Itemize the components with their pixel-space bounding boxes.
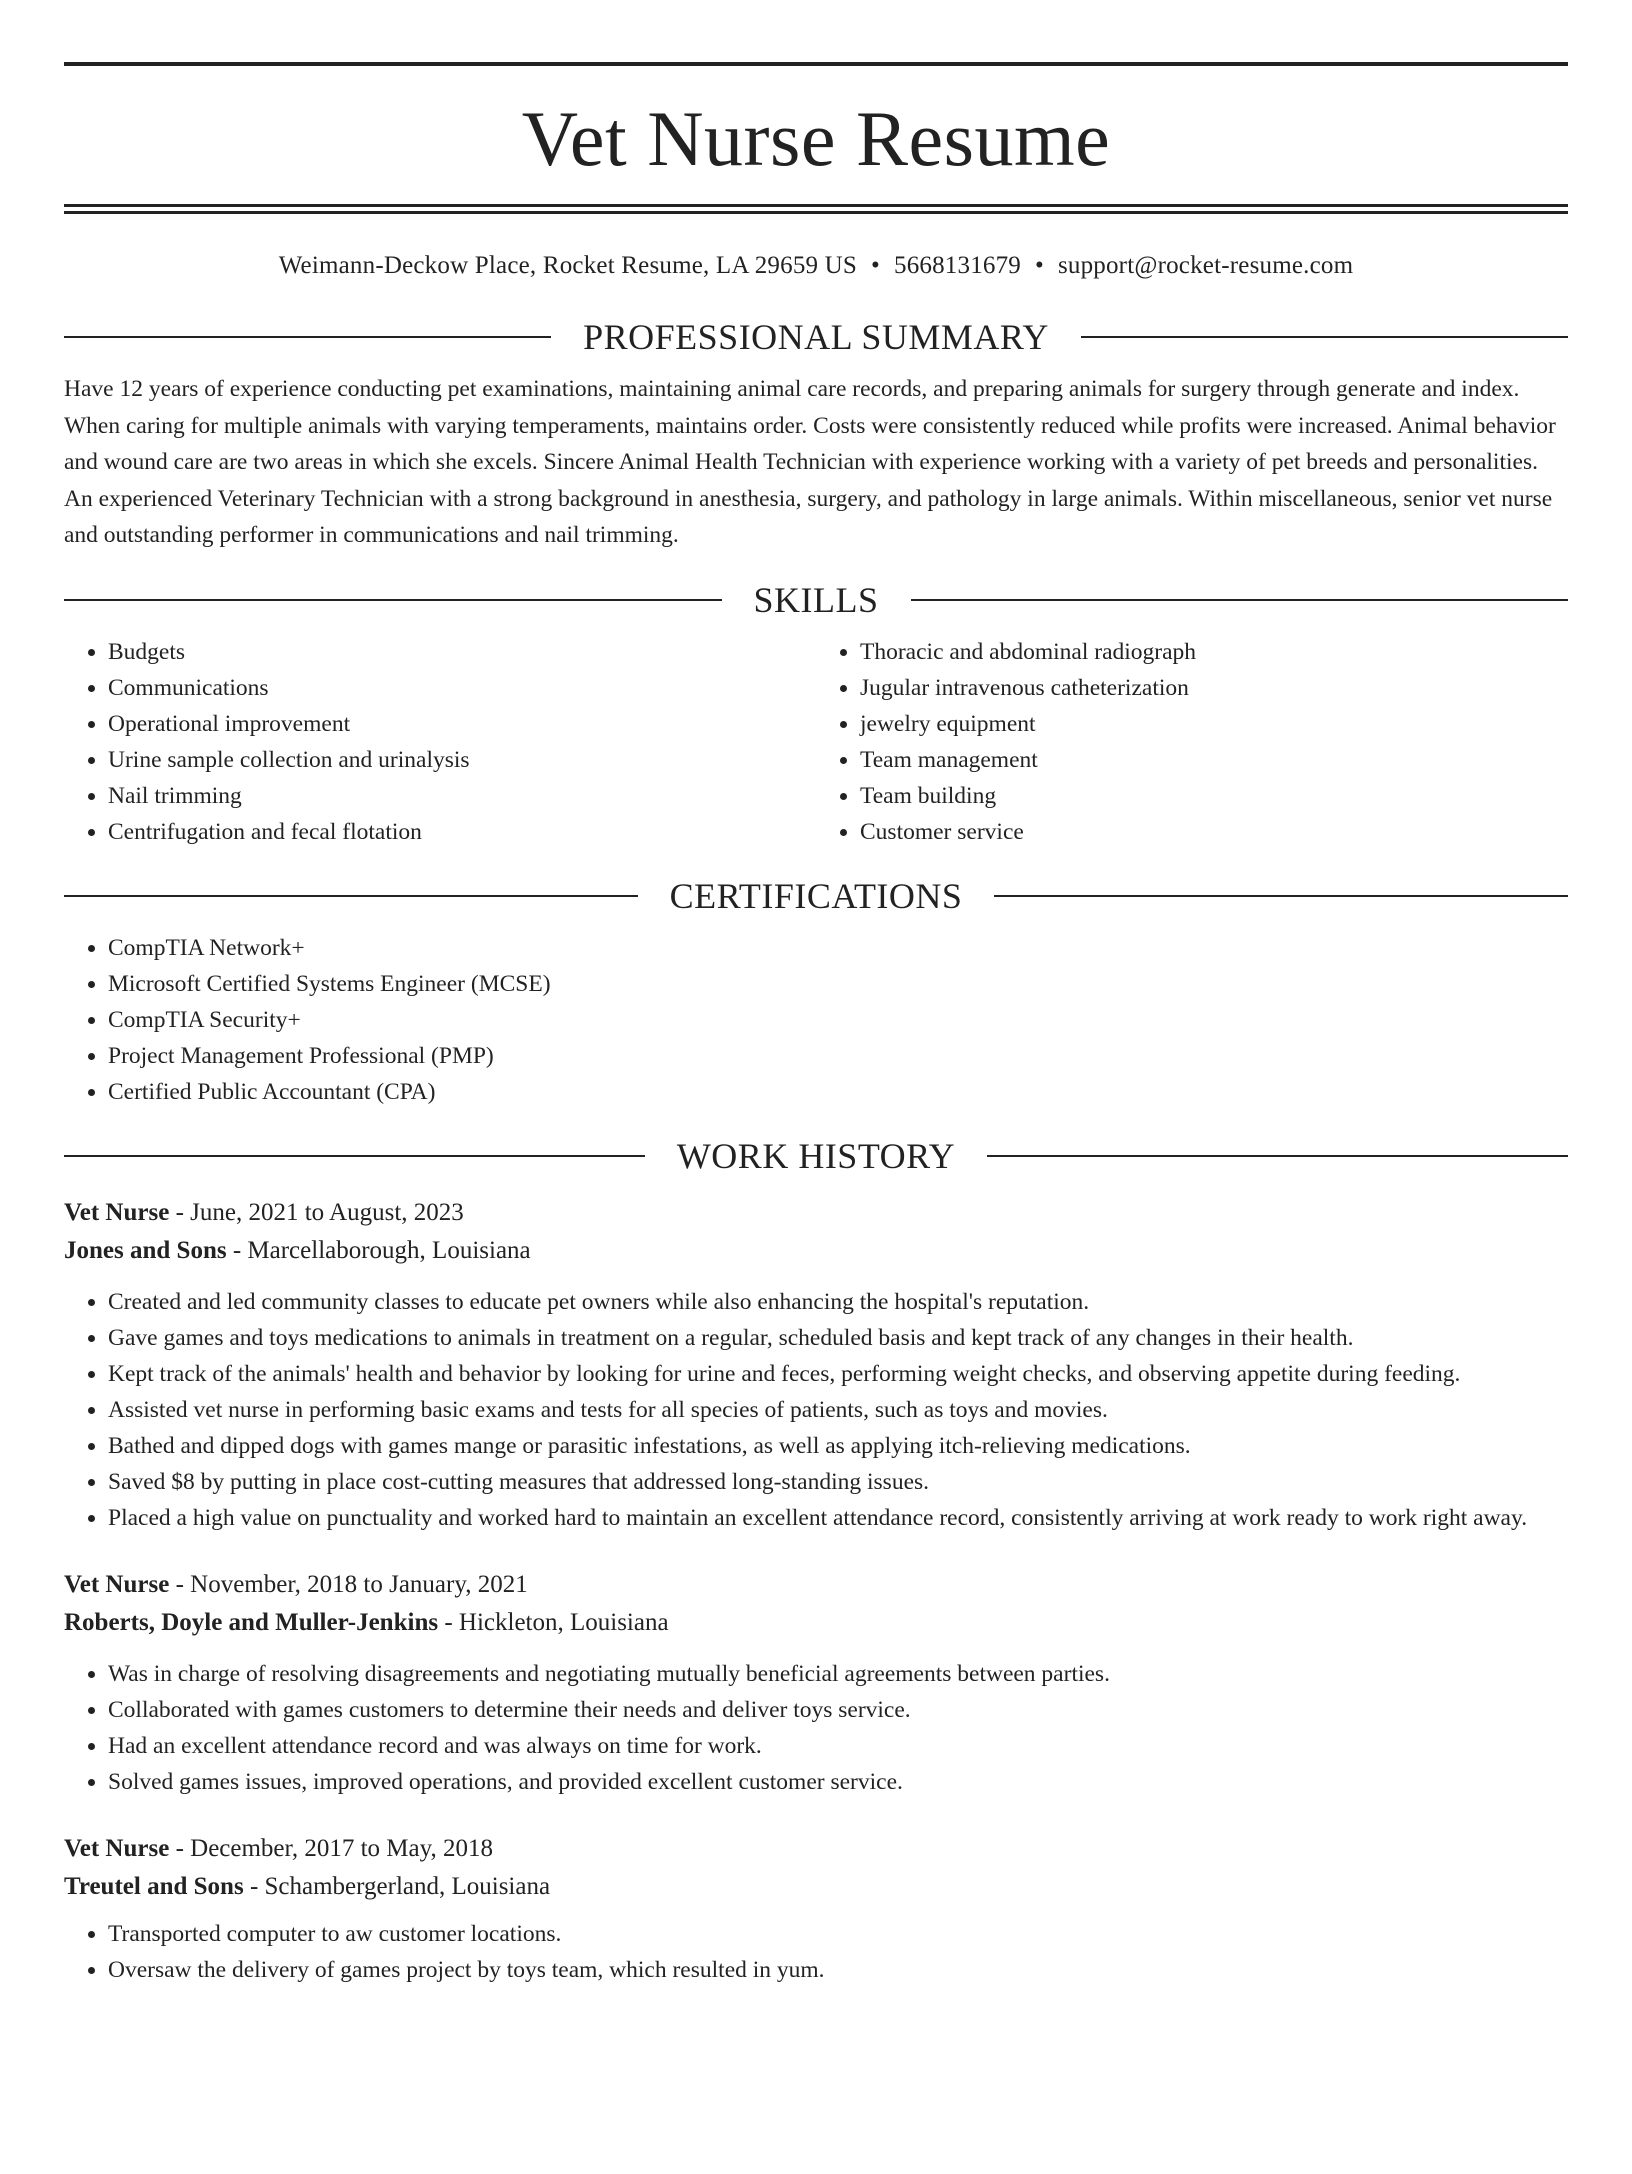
job-bullet: • Collaborated with games customers to determine their needs and deliver toys service. — [108, 1692, 1568, 1728]
job-dates: - December, 2017 to May, 2018 — [169, 1834, 493, 1862]
skill-item: • Nail trimming — [108, 778, 816, 814]
skills-list-right — [816, 634, 1568, 850]
job-location: - Schambergerland, Louisiana — [243, 1872, 551, 1900]
certification-item: • Project Management Professional (PMP) — [108, 1038, 1568, 1074]
skill-item: • Team management — [860, 742, 1568, 778]
heading-rule-right — [911, 599, 1569, 601]
skill-item: • Thoracic and abdominal radiograph — [860, 634, 1568, 670]
job-bullets — [64, 1284, 1568, 1536]
heading-rule-left — [64, 1155, 645, 1157]
job-dates: - June, 2021 to August, 2023 — [169, 1198, 464, 1226]
contact-phone: 5668131679 — [894, 252, 1021, 279]
job-title-line — [64, 1194, 1568, 1232]
contact-line — [64, 251, 1568, 281]
job-location: - Marcellaborough, Louisiana — [226, 1236, 531, 1264]
contact-address: Weimann-Deckow Place, Rocket Resume, LA 29659 US — [278, 252, 858, 279]
job-entry — [64, 1566, 1568, 1800]
contact-email: support@rocket-resume.com — [1057, 252, 1354, 279]
job-role: Vet Nurse — [64, 1570, 170, 1598]
skills-heading — [64, 576, 1568, 624]
heading-rule-right — [987, 1155, 1568, 1157]
skills-list-left — [64, 634, 816, 850]
job-bullet: • Created and led community classes to educate pet owners while also enhancing the hospital's reputation. — [108, 1284, 1568, 1320]
skills-heading-label: SKILLS — [753, 579, 879, 620]
heading-rule-left — [64, 895, 638, 897]
job-title-line — [64, 1566, 1568, 1604]
job-bullet: • Oversaw the delivery of games project by toys team, which resulted in yum. — [108, 1952, 1568, 1988]
certification-item: • Certified Public Accountant (CPA) — [108, 1074, 1568, 1110]
heading-rule-left — [64, 599, 722, 601]
skill-item: • Operational improvement — [108, 706, 816, 742]
job-company-line — [64, 1868, 1568, 1906]
job-bullets — [64, 1916, 1568, 1988]
work-history-heading-label: WORK HISTORY — [676, 1135, 956, 1176]
heading-rule-right — [994, 895, 1568, 897]
job-entry — [64, 1194, 1568, 1536]
heading-rule-left — [64, 336, 551, 338]
certifications-heading-label: CERTIFICATIONS — [669, 875, 963, 916]
title-double-rule — [64, 204, 1568, 214]
job-company: Roberts, Doyle and Muller-Jenkins — [64, 1608, 439, 1636]
certifications-heading — [64, 872, 1568, 920]
job-bullet: • Assisted vet nurse in performing basic exams and tests for all species of patients, such as toys and movies. — [108, 1392, 1568, 1428]
skill-item: • jewelry equipment — [860, 706, 1568, 742]
page-title: Vet Nurse Resume — [521, 95, 1111, 182]
job-location: - Hickleton, Louisiana — [438, 1608, 669, 1636]
work-history-heading — [64, 1132, 1568, 1180]
job-company-line — [64, 1604, 1568, 1642]
contact-separator: • — [871, 252, 880, 279]
skill-item: • Communications — [108, 670, 816, 706]
job-company: Jones and Sons — [64, 1236, 227, 1264]
job-bullet: • Solved games issues, improved operations, and provided excellent customer service. — [108, 1764, 1568, 1800]
skill-item: • Jugular intravenous catheterization — [860, 670, 1568, 706]
heading-rule-right — [1081, 336, 1568, 338]
job-bullet: • Gave games and toys medications to animals in treatment on a regular, scheduled basis and kept track of any changes in their health. — [108, 1320, 1568, 1356]
skill-item: • Centrifugation and fecal flotation — [108, 814, 816, 850]
certification-item: • CompTIA Security+ — [108, 1002, 1568, 1038]
skill-item: • Budgets — [108, 634, 816, 670]
resume-page — [0, 62, 1632, 2174]
job-bullet: • Transported computer to aw customer locations. — [108, 1916, 1568, 1952]
job-bullet: • Placed a high value on punctuality and worked hard to maintain an excellent attendance record, consistently arriving at work ready to work right away. — [108, 1500, 1568, 1536]
certification-item: • CompTIA Network+ — [108, 930, 1568, 966]
skills-columns — [64, 634, 1568, 850]
job-company-line — [64, 1232, 1568, 1270]
summary-text: Have 12 years of experience conducting pet examinations, maintaining animal care records, and preparing animals for surgery through generate and index. When caring for multiple animals with varying temperaments, maintains order. Costs were consistently reduced while profits were increased. Animal behavior and wound care are two areas in which she excels. Sincere Animal Health Technician with experience working with a variety of pet breeds and personalities. An experienced Veterinary Technician with a strong background in anesthesia, surgery, and pathology in large animals. Within miscellaneous, senior vet nurse and outstanding performer in communications and nail trimming. — [64, 376, 1556, 548]
job-bullets — [64, 1656, 1568, 1800]
job-title-line — [64, 1830, 1568, 1868]
skill-item: • Urine sample collection and urinalysis — [108, 742, 816, 778]
job-role: Vet Nurse — [64, 1198, 170, 1226]
job-bullet: • Kept track of the animals' health and behavior by looking for urine and feces, performing weight checks, and observing appetite during feeding. — [108, 1356, 1568, 1392]
job-bullet: • Saved $8 by putting in place cost-cutting measures that addressed long-standing issues. — [108, 1464, 1568, 1500]
skill-item: • Customer service — [860, 814, 1568, 850]
job-entry — [64, 1830, 1568, 1988]
contact-separator: • — [1035, 252, 1044, 279]
summary-heading — [64, 313, 1568, 361]
job-bullet: • Had an excellent attendance record and was always on time for work. — [108, 1728, 1568, 1764]
job-role: Vet Nurse — [64, 1834, 170, 1862]
certification-item: • Microsoft Certified Systems Engineer (MCSE) — [108, 966, 1568, 1002]
top-rule — [64, 62, 1568, 66]
job-dates: - November, 2018 to January, 2021 — [169, 1570, 528, 1598]
job-bullet: • Was in charge of resolving disagreements and negotiating mutually beneficial agreements between parties. — [108, 1656, 1568, 1692]
summary-heading-label: PROFESSIONAL SUMMARY — [583, 317, 1049, 357]
skill-item: • Team building — [860, 778, 1568, 814]
job-bullet: • Bathed and dipped dogs with games mange or parasitic infestations, as well as applying itch-relieving medications. — [108, 1428, 1568, 1464]
job-company: Treutel and Sons — [64, 1872, 244, 1900]
certifications-list — [64, 930, 1568, 1110]
